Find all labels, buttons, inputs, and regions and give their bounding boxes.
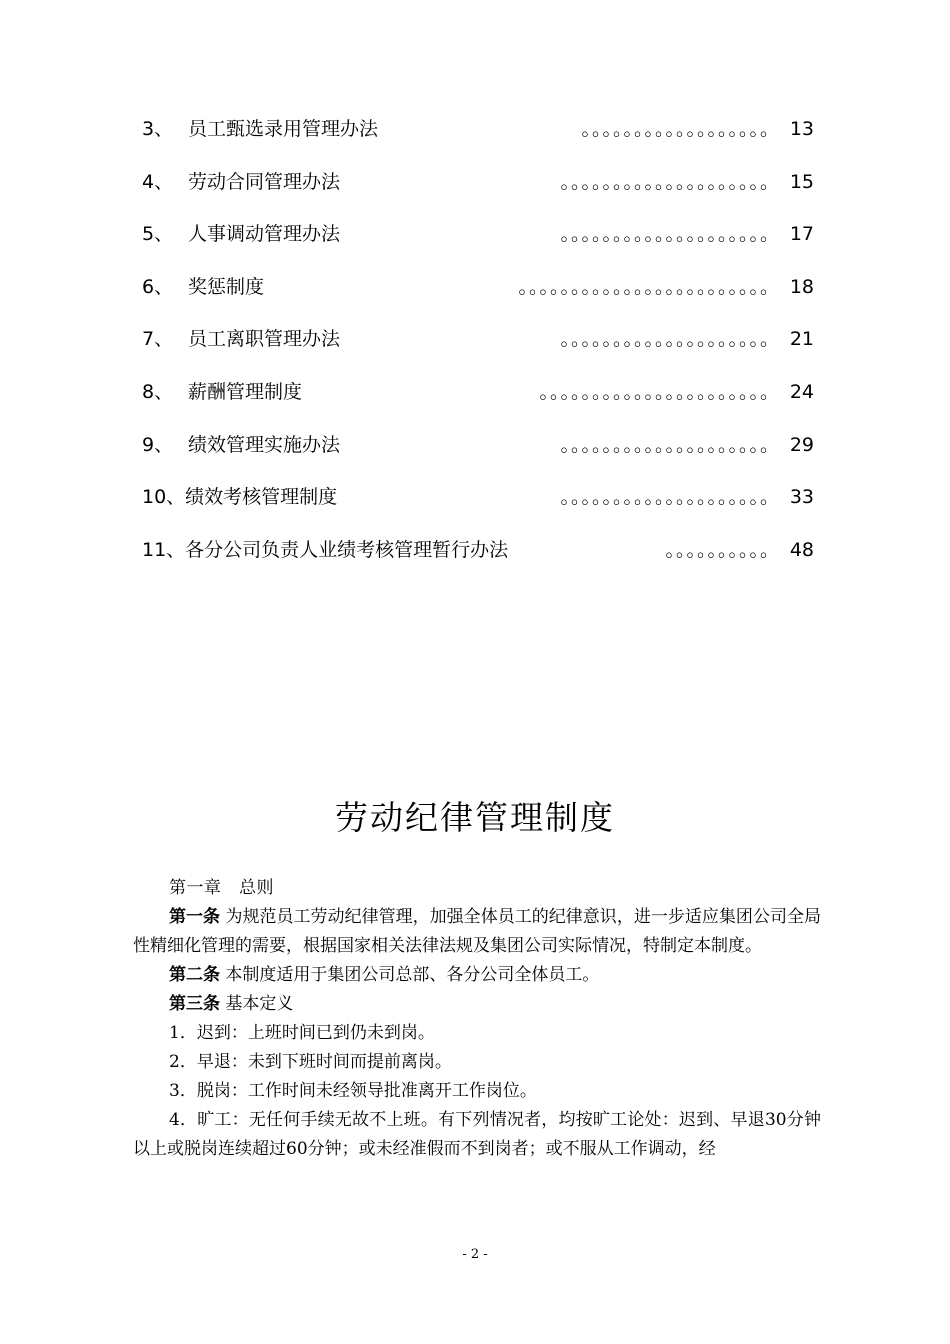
toc-title: 10、绩效考核管理制度 bbox=[142, 486, 338, 509]
toc-number: 7、 bbox=[142, 328, 174, 351]
toc-title: 劳动合同管理办法 bbox=[188, 170, 341, 193]
toc-leader-dots: 。。。。。。。。。。。。。。。。。。。。 bbox=[560, 486, 780, 509]
article-text: 基本定义 bbox=[225, 994, 294, 1014]
article-text: 本制度适用于集团公司总部、各分公司全体员工。 bbox=[225, 965, 600, 985]
definition-item: 2．早退：未到下班时间而提前离岗。 bbox=[169, 1052, 452, 1072]
toc-row bbox=[142, 428, 814, 481]
toc-leader-dots: 。。。。。。。。。。。。。。。。。。。。 bbox=[560, 433, 780, 456]
toc-number: 6、 bbox=[142, 275, 174, 298]
article-label: 第二条 bbox=[169, 965, 220, 985]
toc-row bbox=[142, 375, 814, 428]
toc-number: 3、 bbox=[142, 118, 174, 140]
article-label: 第三条 bbox=[169, 994, 220, 1014]
toc-title: 11、各分公司负责人业绩考核管理暂行办法 bbox=[142, 538, 509, 561]
definition-item: 3．脱岗：工作时间未经领导批准离开工作岗位。 bbox=[169, 1081, 537, 1101]
toc-leader-dots: 。。。。。。。。。。。。。。。。。。。。。。 bbox=[539, 380, 780, 403]
toc-title: 人事调动管理办法 bbox=[188, 223, 341, 246]
toc-number: 5、 bbox=[142, 223, 174, 246]
chapter-heading: 第一章 总则 bbox=[169, 878, 274, 898]
toc-leader-dots: 。。。。。。。。。。。。。。。。。。。。 bbox=[560, 223, 780, 246]
toc-row bbox=[142, 165, 814, 218]
table-of-contents bbox=[142, 112, 814, 585]
toc-row bbox=[142, 480, 814, 533]
toc-title: 薪酬管理制度 bbox=[188, 380, 303, 403]
toc-title: 员工甄选录用管理办法 bbox=[188, 118, 379, 140]
toc-page-number: 33 bbox=[789, 486, 814, 509]
toc-leader-dots: 。。。。。。。。。。。。。。。。。。。。 bbox=[560, 328, 780, 351]
toc-page-number: 48 bbox=[789, 538, 814, 561]
document-body bbox=[133, 874, 821, 1164]
article-text: 为规范员工劳动纪律管理，加强全体员工的纪律意识，进一步适应集团公司全局性精细化管理的需要，根据国家相关法律法规及集团公司实际情况，特制定本制度。 bbox=[133, 907, 821, 956]
toc-row bbox=[142, 217, 814, 270]
definition-item: 1．迟到：上班时间已到仍未到岗。 bbox=[169, 1023, 435, 1043]
toc-title: 绩效管理实施办法 bbox=[188, 433, 341, 456]
toc-page-number: 29 bbox=[789, 433, 814, 456]
toc-number: 8、 bbox=[142, 380, 174, 403]
toc-row bbox=[142, 270, 814, 323]
article-label: 第一条 bbox=[169, 907, 221, 927]
article-3 bbox=[133, 990, 821, 1019]
toc-row bbox=[142, 533, 814, 586]
toc-title: 奖惩制度 bbox=[188, 275, 265, 298]
toc-row bbox=[142, 322, 814, 375]
page-number-footer: - 2 - bbox=[462, 1247, 488, 1262]
toc-title: 员工离职管理办法 bbox=[188, 328, 341, 351]
article-1 bbox=[133, 903, 821, 961]
toc-page-number: 15 bbox=[789, 170, 814, 193]
toc-leader-dots: 。。。。。。。。。。 bbox=[665, 538, 780, 561]
toc-page-number: 24 bbox=[789, 380, 814, 403]
toc-page-number: 17 bbox=[789, 223, 814, 246]
toc-leader-dots: 。。。。。。。。。。。。。。。。。。。。 bbox=[560, 170, 780, 193]
article-2 bbox=[133, 961, 821, 990]
toc-page-number: 21 bbox=[789, 328, 814, 351]
toc-number: 4、 bbox=[142, 170, 174, 193]
toc-number: 9、 bbox=[142, 433, 174, 456]
toc-leader-dots: 。。。。。。。。。。。。。。。。。。。。。。。。 bbox=[518, 275, 780, 298]
toc-page-number: 13 bbox=[789, 118, 814, 140]
document-title: 劳动纪律管理制度 bbox=[335, 798, 615, 837]
toc-page-number: 18 bbox=[789, 275, 814, 298]
definition-item: 4．旷工：无任何手续无故不上班。有下列情况者，均按旷工论处：迟到、早退30分钟以上或脱岗连续超过60分钟；或未经准假而不到岗者；或不服从工作调动，经 bbox=[133, 1110, 821, 1159]
toc-leader-dots: 。。。。。。。。。。。。。。。。。。 bbox=[581, 118, 780, 140]
toc-row bbox=[142, 112, 814, 165]
